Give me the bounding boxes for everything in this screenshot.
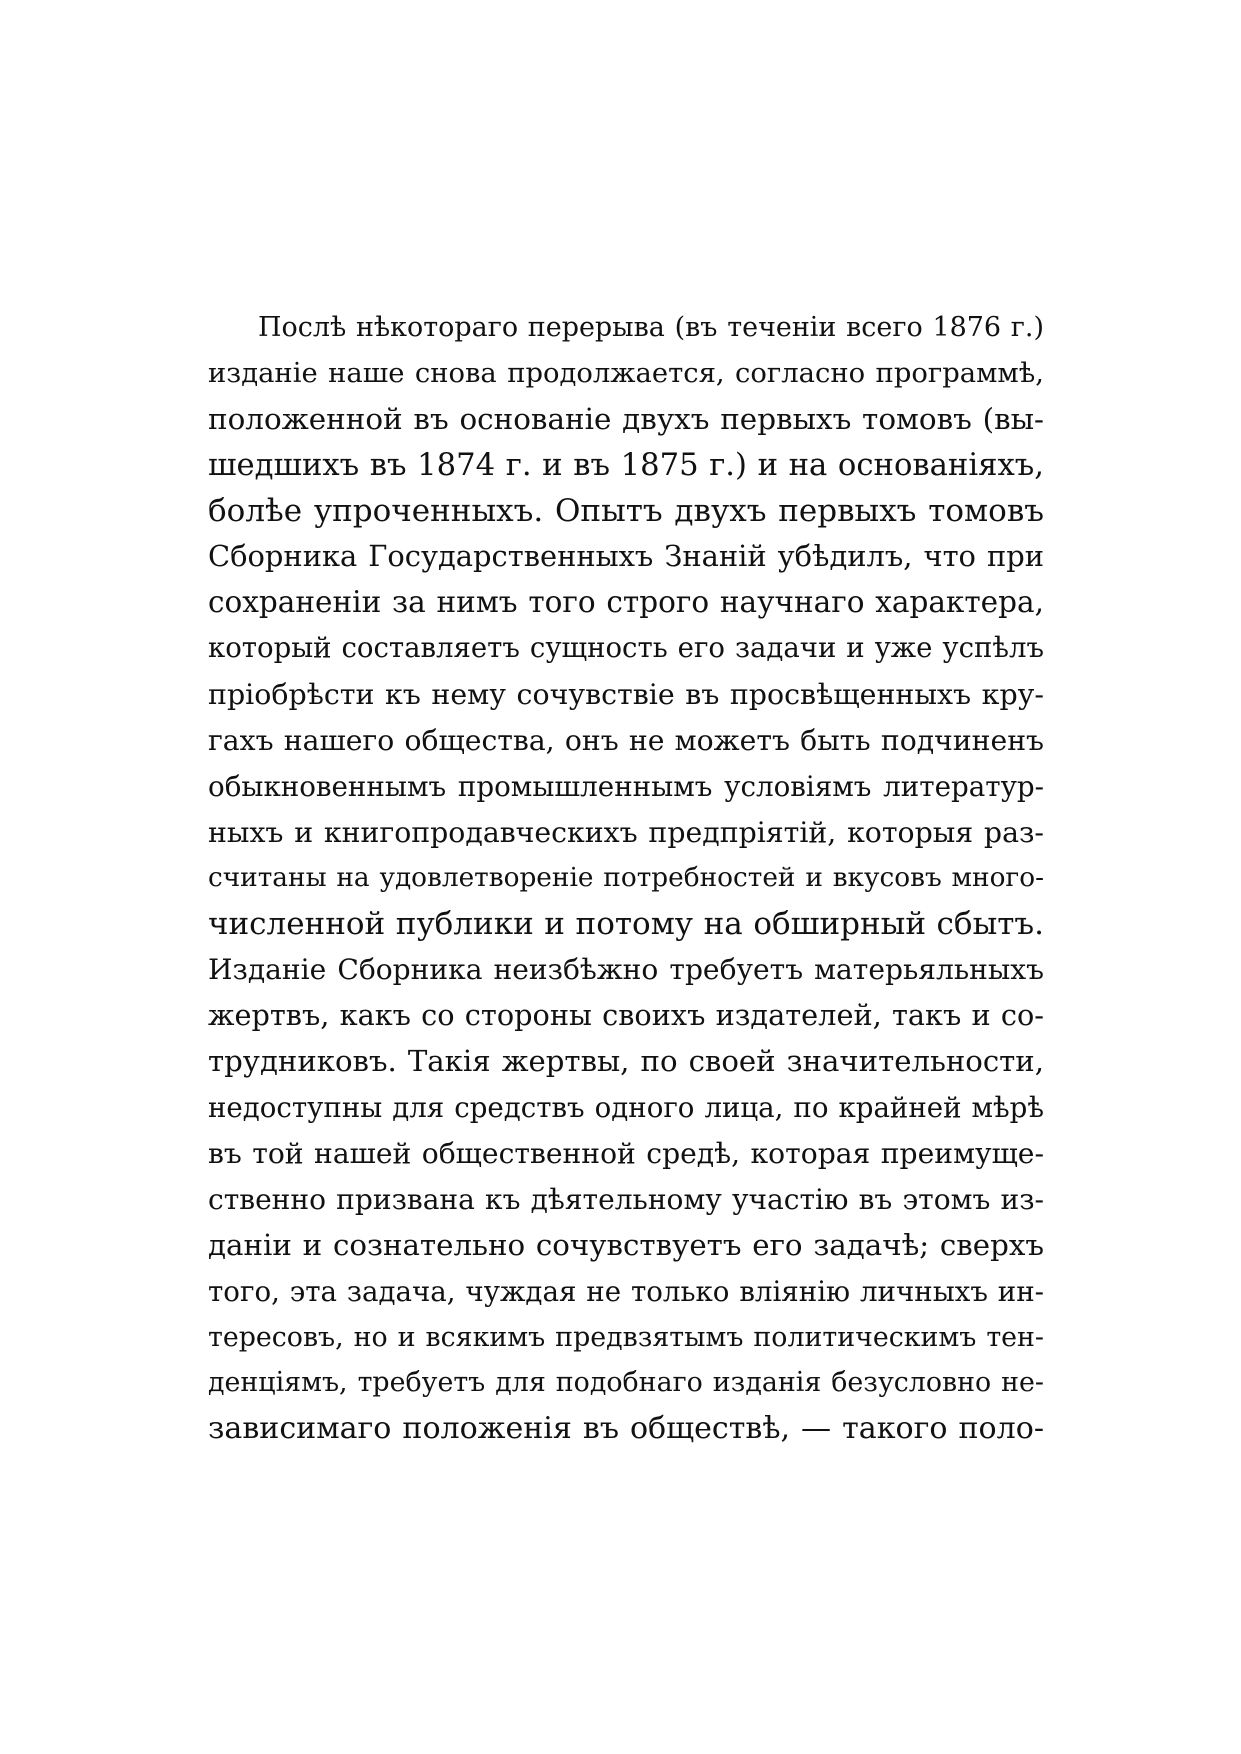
- text-line: недоступны для средствъ одного лица, по крайней мѣрѣ: [208, 1091, 1044, 1125]
- text-line: положенной въ основаніе двухъ первыхъ томовъ (вы-: [208, 401, 1044, 436]
- text-line: гахъ нашего общества, онъ не можетъ быть подчиненъ: [208, 724, 1044, 758]
- text-line: изданіе наше снова продолжается, согласно программѣ,: [208, 357, 1044, 389]
- text-line: того, эта задача, чуждая не только вліянію личныхъ ин-: [208, 1274, 1044, 1308]
- text-line: пріобрѣсти къ нему сочувствіе въ просвѣщенныхъ кру-: [208, 678, 1044, 712]
- text-line: шедшихъ въ 1874 г. и въ 1875 г.) и на основаніяхъ,: [208, 447, 1044, 483]
- text-line: Послѣ нѣкотораго перерыва (въ теченіи всего 1876 г.): [258, 312, 1044, 343]
- text-line: зависимаго положенія въ обществѣ, — такого поло-: [208, 1411, 1044, 1447]
- text-line: сохраненіи за нимъ того строго научнаго характера,: [208, 585, 1044, 620]
- text-line: болѣе упроченныхъ. Опытъ двухъ первыхъ томовъ: [208, 492, 1044, 529]
- text-line: трудниковъ. Такія жертвы, по своей значительности,: [208, 1044, 1044, 1079]
- text-line: тересовъ, но и всякимъ предвзятымъ политическимъ тен-: [208, 1321, 1044, 1353]
- text-line: жертвъ, какъ со стороны своихъ издателей, такъ и со-: [208, 998, 1044, 1033]
- text-line: численной публики и потому на обширный сбытъ.: [208, 905, 1044, 942]
- text-line: денціямъ, требуетъ для подобнаго изданія безусловно не-: [208, 1367, 1044, 1399]
- text-line: считаны на удовлетвореніе потребностей и вкусовъ много-: [208, 862, 1044, 893]
- body-text: [208, 305, 1044, 1452]
- text-line: даніи и сознательно сочувствуетъ его задачѣ; сверхъ: [208, 1227, 1044, 1262]
- text-line: ственно призвана къ дѣятельному участію въ этомъ из-: [208, 1182, 1044, 1216]
- text-line: обыкновеннымъ промышленнымъ условіямъ литератур-: [208, 769, 1044, 803]
- text-line: который составляетъ сущность его задачи и уже успѣлъ: [208, 632, 1044, 665]
- text-line: Сборника Государственныхъ Знаній убѣдилъ, что при: [208, 539, 1044, 574]
- text-line: въ той нашей общественной средѣ, которая преимуще-: [208, 1137, 1044, 1171]
- text-line: Изданіе Сборника неизбѣжно требуетъ матерьяльныхъ: [208, 953, 1044, 987]
- text-line: ныхъ и книгопродавческихъ предпріятій, которыя раз-: [208, 815, 1044, 849]
